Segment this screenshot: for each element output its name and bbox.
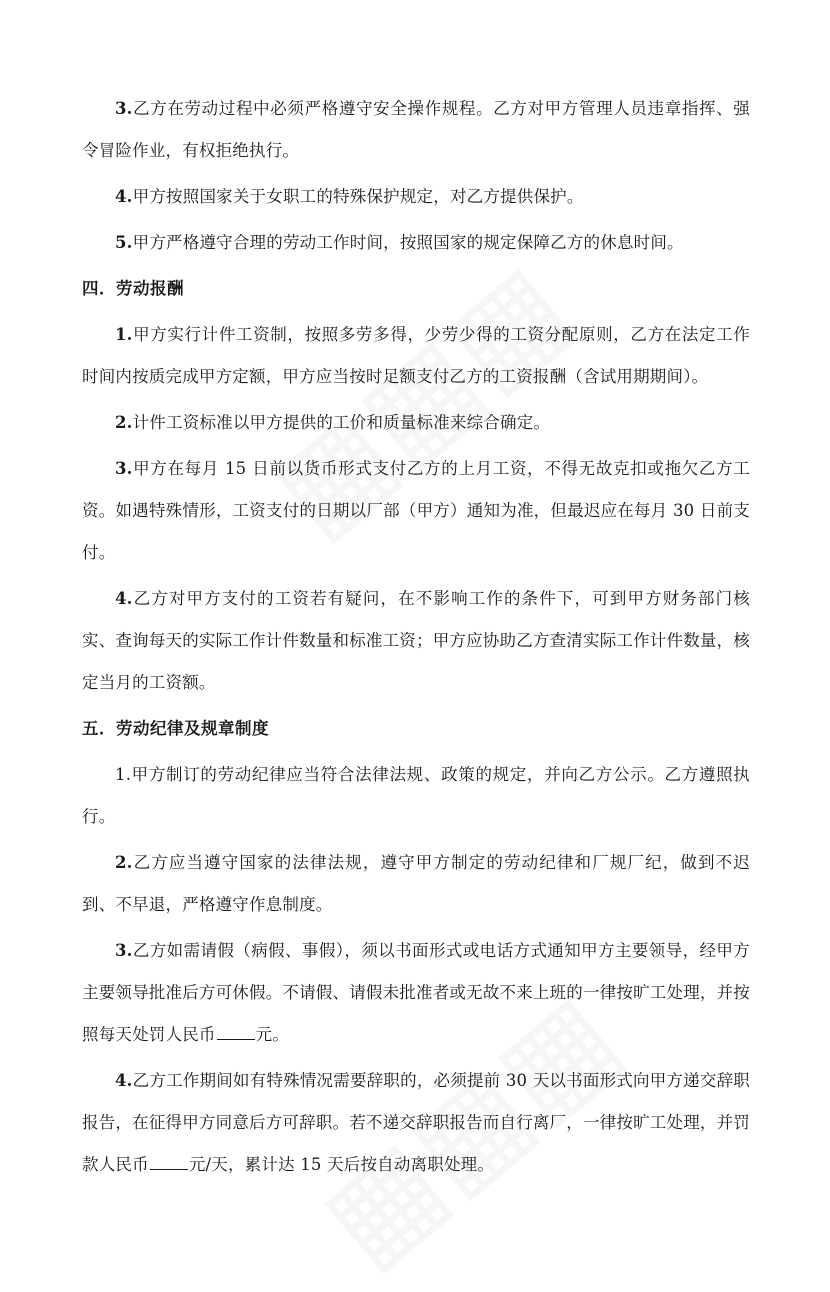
clause-text-end: 元。 [255,1025,290,1044]
clause-5-4 [82,1060,750,1186]
clause-text: 乙方对甲方支付的工资若有疑问，在不影响工作的条件下，可到甲方财务部门核实、查询每天的实际工作计件数量和标准工资；甲方应协助乙方查清实际工作计件数量，核定当月的工资额。 [82,589,750,692]
clause-text-end: 元/天，累计达 15 天后按自动离职处理。 [188,1155,495,1174]
clause-text: 计件工资标准以甲方提供的工价和质量标准来综合确定。 [132,413,551,432]
clause-text: 乙方在劳动过程中必须严格遵守安全操作规程。乙方对甲方管理人员违章指挥、强令冒险作业，有权拒绝执行。 [82,99,750,160]
fill-in-blank-daily-fine[interactable] [217,1023,255,1040]
section-heading-wages: 四．劳动报酬 [82,279,184,298]
document-body [82,88,750,1190]
clause-4-2 [82,402,750,444]
clause-text: 甲方实行计件工资制，按照多劳多得，少劳少得的工资分配原则，乙方在法定工作时间内按质完成甲方定额，甲方应当按时足额支付乙方的工资报酬（含试用期期间）。 [82,325,750,386]
clause-number: 4. [115,589,133,608]
clause-text: 甲方制订的劳动纪律应当符合法律法规、政策的规定，并向乙方公示。乙方遵照执行。 [82,765,750,826]
clause-text: 乙方如需请假（病假、事假），须以书面形式或电话方式通知甲方主要领导，经甲方主要领导批准后方可休假。不请假、请假未批准者或无故不来上班的一律按旷工处理，并按照每天处罚人民币 [82,941,750,1044]
clause-text: 乙方工作期间如有特殊情况需要辞职的，必须提前 30 天以书面形式向甲方递交辞职报告，在征得甲方同意后方可辞职。若不递交辞职报告而自行离厂，一律按旷工处理，并罚款人民币 [82,1071,750,1174]
clause-5-1 [82,754,750,838]
clause-3-3 [82,88,750,172]
clause-3-4 [82,176,750,218]
clause-number: 3. [115,459,133,478]
clause-number: 1. [115,325,133,344]
clause-text: 甲方严格遵守合理的劳动工作时间，按照国家的规定保障乙方的休息时间。 [132,233,684,252]
clause-number: 2. [115,413,133,432]
clause-5-3 [82,930,750,1056]
clause-number: 4. [115,1071,133,1090]
clause-text: 甲方在每月 15 日前以货币形式支付乙方的上月工资，不得无故克扣或拖欠乙方工资。如遇特殊情形，工资支付的日期以厂部（甲方）通知为准，但最迟应在每月 30 日前支付。 [82,459,750,562]
section-heading-discipline: 五．劳动纪律及规章制度 [82,719,269,738]
clause-5-2 [82,842,750,926]
clause-text: 乙方应当遵守国家的法律法规，遵守甲方制定的劳动纪律和厂规厂纪，做到不迟到、不早退，严格遵守作息制度。 [82,853,750,914]
clause-number: 4. [115,187,133,206]
clause-4-3 [82,448,750,574]
clause-number: 3. [115,99,133,118]
clause-number: 2. [115,853,133,872]
clause-text: 甲方按照国家关于女职工的特殊保护规定，对乙方提供保护。 [132,187,584,206]
clause-3-5 [82,222,750,264]
clause-number: 1. [115,765,132,784]
clause-number: 5. [115,233,133,252]
clause-number: 3. [115,941,133,960]
clause-4-1 [82,314,750,398]
clause-4-4 [82,578,750,704]
fill-in-blank-absence-fine[interactable] [150,1153,188,1170]
